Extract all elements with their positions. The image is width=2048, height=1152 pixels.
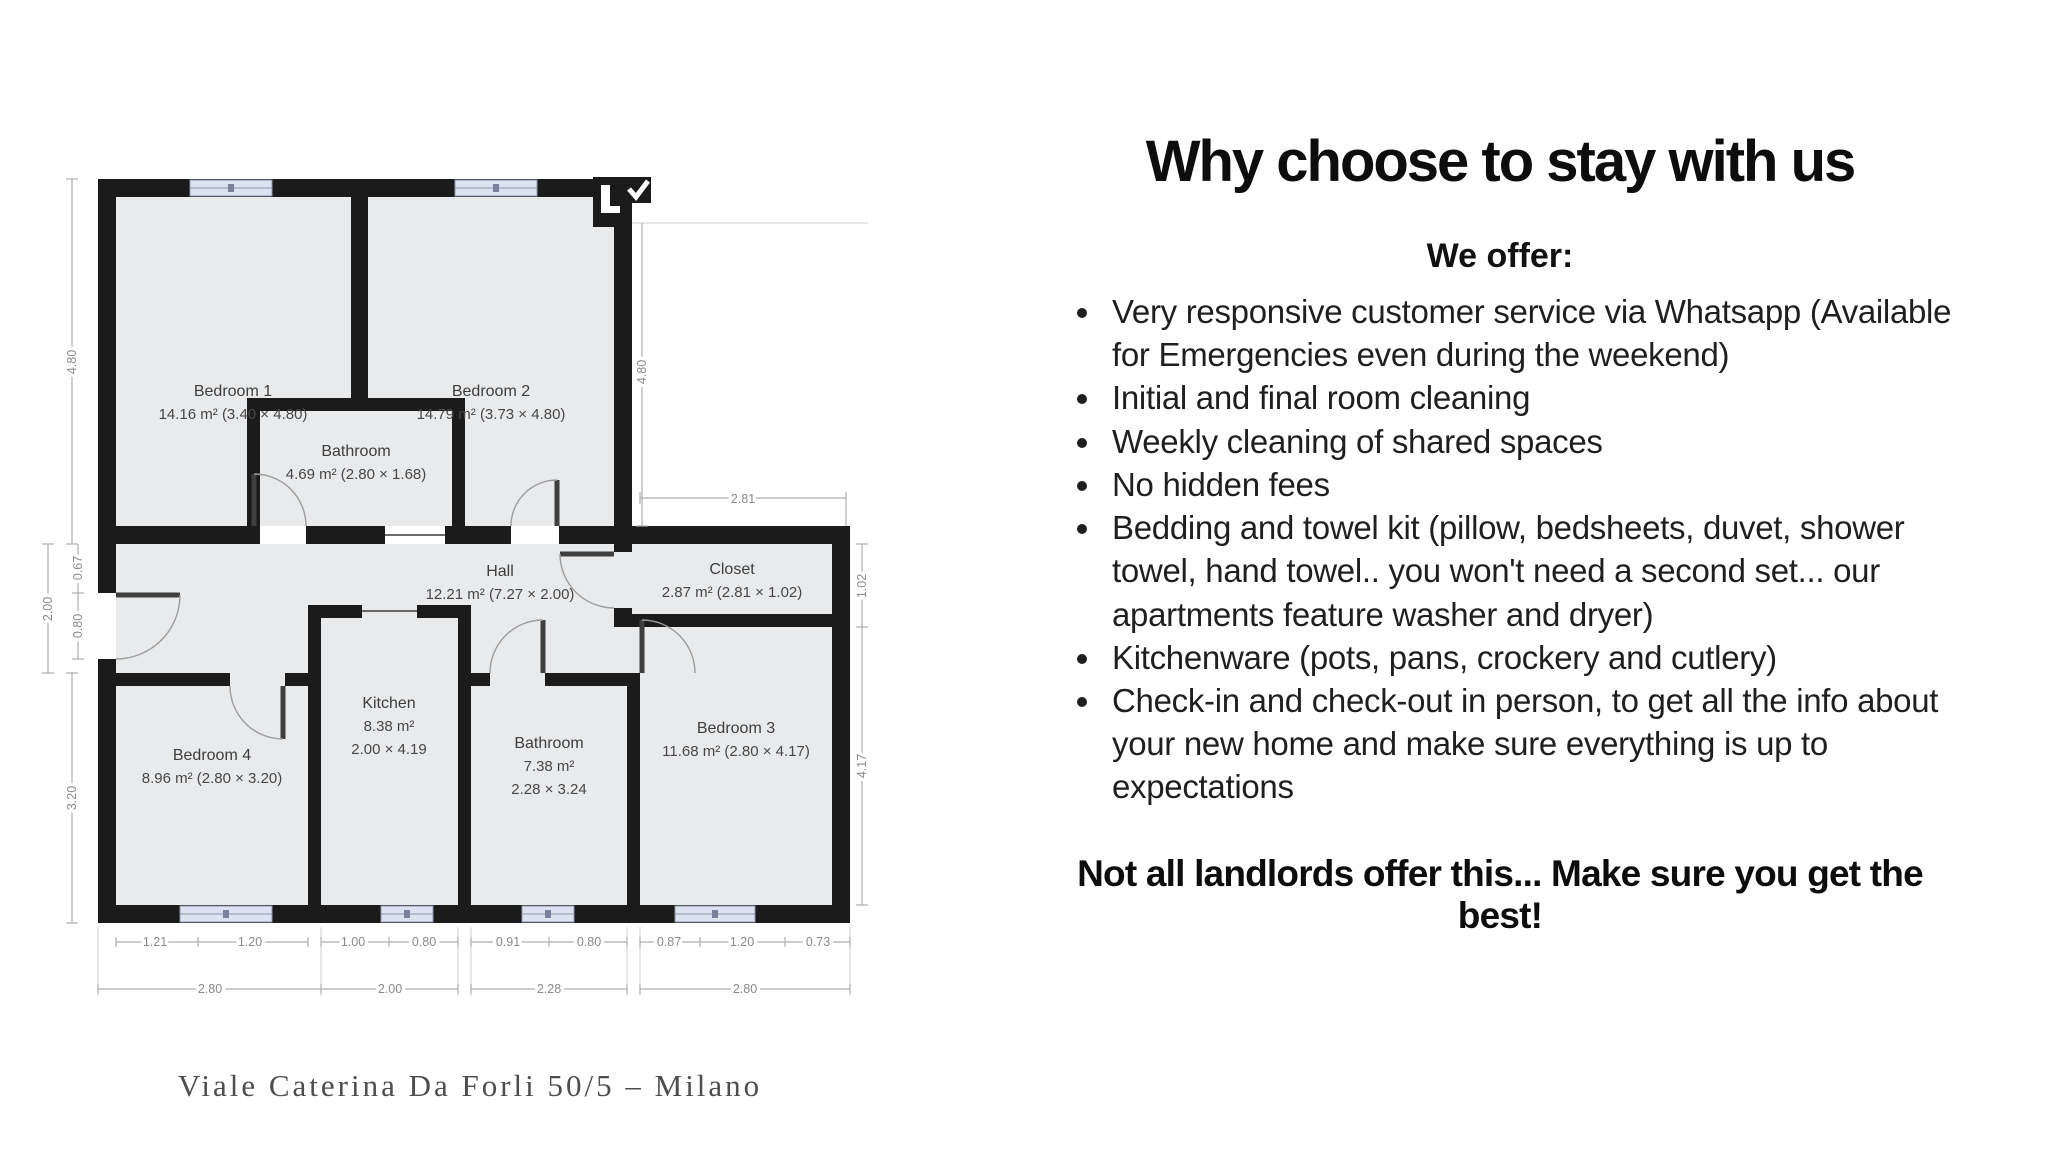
dim-label: 4.80	[65, 349, 79, 375]
dim-label: 0.87	[656, 935, 682, 949]
list-item: • Kitchenware (pots, pans, crockery and cutlery)	[1104, 636, 1960, 679]
list-item: • No hidden fees	[1104, 463, 1960, 506]
room-bathroom-bottom-name: Bathroom	[514, 735, 584, 752]
window-icon	[381, 906, 433, 922]
room-hall-area: 12.21 m² (7.27 × 2.00)	[425, 586, 575, 603]
dim-label: 0.67	[71, 555, 85, 581]
dim-label: 0.80	[576, 935, 602, 949]
dim-label: 2.81	[730, 492, 756, 506]
room-bedroom4-area: 8.96 m² (2.80 × 3.20)	[141, 770, 283, 787]
dim-label: 2.28	[536, 982, 562, 996]
address: Viale Caterina Da Forli 50/5 – Milano	[177, 1068, 763, 1103]
dim-label: 2.00	[41, 596, 55, 622]
room-bathroom-top-area: 4.69 m² (2.80 × 1.68)	[285, 466, 427, 483]
dim-label: 1.00	[340, 935, 366, 949]
list-item: • Weekly cleaning of shared spaces	[1104, 420, 1960, 463]
info-panel	[1040, 128, 1960, 937]
offer-heading: We offer:	[1426, 237, 1574, 275]
dim-label: 2.80	[732, 982, 758, 996]
window-icon	[190, 180, 272, 196]
window-icon	[675, 906, 755, 922]
room-kitchen-area: 8.38 m²	[363, 718, 415, 735]
room-hall-name: Hall	[486, 563, 514, 580]
room-closet-area: 2.87 m² (2.81 × 1.02)	[661, 584, 803, 601]
room-bedroom1-name: Bedroom 1	[193, 383, 273, 400]
room-closet-name: Closet	[709, 561, 755, 578]
dim-label: 1.20	[729, 935, 755, 949]
list-item: • Very responsive customer service via Whatsapp (Available for Emergencies even during the weekend)	[1104, 290, 1960, 376]
dim-label: 4.80	[635, 359, 649, 385]
dim-label: 1.21	[142, 935, 168, 949]
page-title: Why choose to stay with us	[1145, 129, 1855, 194]
window-icon	[455, 180, 537, 196]
room-bathroom-bottom-area: 7.38 m²	[523, 758, 575, 775]
window-icon	[180, 906, 272, 922]
room-bedroom2-area: 14.79 m² (3.73 × 4.80)	[416, 406, 566, 423]
dim-label: 0.73	[805, 935, 831, 949]
list-item: • Initial and final room cleaning	[1104, 376, 1960, 419]
dim-label: 0.80	[411, 935, 437, 949]
dim-label: 1.02	[855, 573, 869, 599]
dim-label: 3.20	[65, 785, 79, 811]
dim-label: 4.17	[855, 753, 869, 779]
list-item: • Check-in and check-out in person, to get all the info about your new home and make sure everything is up to expectations	[1104, 679, 1960, 809]
room-bedroom3-area: 11.68 m² (2.80 × 4.17)	[662, 743, 810, 760]
room-bedroom4-name: Bedroom 4	[172, 747, 252, 764]
footer-note: Not all landlords offer this... Make sure you get the best!	[1077, 852, 1923, 936]
dim-label: 1.20	[237, 935, 263, 949]
window-icon	[522, 906, 574, 922]
dim-label: 0.91	[495, 935, 521, 949]
floor-plan	[40, 148, 880, 1008]
dim-label: 2.80	[197, 982, 223, 996]
room-bedroom3-name: Bedroom 3	[696, 720, 776, 737]
dim-label: 2.00	[377, 982, 403, 996]
room-kitchen-size: 2.00 × 4.19	[351, 741, 427, 758]
floorplan-logo-check-icon	[593, 177, 651, 227]
room-bathroom-bottom-size: 2.28 × 3.24	[511, 781, 587, 798]
room-fills	[116, 197, 850, 905]
room-bathroom-top-name: Bathroom	[321, 443, 391, 460]
offer-list	[1040, 290, 1960, 809]
list-item: • Bedding and towel kit (pillow, bedsheets, duvet, shower towel, hand towel.. you won't need a second set... our apartments feature washer and dryer)	[1104, 506, 1960, 636]
room-bedroom2-name: Bedroom 2	[451, 383, 531, 400]
room-kitchen-name: Kitchen	[362, 695, 416, 712]
room-bedroom1-area: 14.16 m² (3.40 × 4.80)	[158, 406, 308, 423]
dim-label: 0.80	[71, 613, 85, 639]
